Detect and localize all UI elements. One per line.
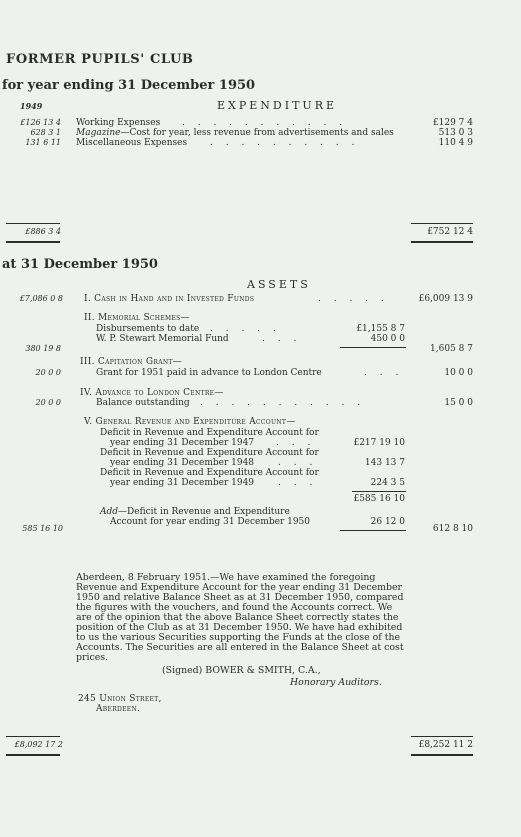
add-lead: Add [100,507,119,517]
rule [340,530,406,531]
deficit-line: Deficit in Revenue and Expenditure Account for [100,468,319,478]
double-rule [411,754,473,756]
line-amount: 143 13 7 [364,458,405,468]
certificate-line: 1950 and relative Balance Sheet as at 31 December 1950, compared [76,592,404,603]
line-amount: 224 3 5 [370,478,405,488]
rule [411,736,473,737]
prev-amount: 585 16 10 [22,524,63,533]
rule [352,491,406,492]
asset-line: Grant for 1951 paid in advance to London Centre [96,368,322,378]
current-amount: 110 4 9 [438,138,473,148]
double-rule [411,241,473,243]
deficit-line: year ending 31 December 1947 [110,438,255,448]
row-label: Miscellaneous Expenses [76,138,188,148]
expenditure-total-prev: £886 3 4 [25,227,61,236]
deficit-line: Deficit in Revenue and Expenditure Account for [100,448,319,458]
prev-amount: 20 0 0 [35,398,61,407]
leader-dots: . . . . . [318,294,389,304]
asset-amount: 1,605 8 7 [430,344,473,354]
add-line [100,507,290,517]
asset-amount: 10 0 0 [444,368,473,378]
leader-dots: . . . . . . . . . . [210,138,360,148]
double-rule [6,754,60,756]
auditor-role: Honorary Auditors. [290,677,382,688]
rule [411,223,473,224]
asset-line: Disbursements to date [96,324,200,334]
leader-dots: . . . [364,368,404,378]
asset-amount: 15 0 0 [444,398,473,408]
certificate-line: the figures with the vouchers, and found the Accounts correct. We [76,602,393,613]
certificate-line: prices. [76,652,109,663]
row-label-lead: Magazine [76,128,121,138]
certificate-line: Revenue and Expenditure Account for the year ending 31 December [76,582,403,593]
asset-label: I. Cash in Hand and in Invested Funds [84,294,255,304]
asset-amount: £6,009 13 9 [418,294,473,304]
current-amount: £129 7 4 [432,118,473,128]
leader-dots: . . . [278,478,318,488]
prev-year-label: 1949 [20,101,43,111]
address-line: Aberdeen. [96,704,141,714]
prev-amount: 628 3 1 [30,128,61,137]
add-text: —Deficit in Revenue and Expenditure [118,507,290,517]
auditors-certificate [76,573,416,663]
balance-total-current: £8,252 11 2 [418,740,473,750]
leader-dots: . . . [278,458,318,468]
line-amount: £217 19 10 [353,438,405,448]
deficit-line: Deficit in Revenue and Expenditure Account for [100,428,319,438]
assets-heading: ASSETS [247,278,311,291]
certificate-line: are of the opinion that the above Balance Sheet correctly states the [76,612,399,623]
row-label [76,128,394,138]
address-line: 245 Union Street, [78,694,162,704]
prev-amount: 20 0 0 [35,368,61,377]
asset-line: W. P. Stewart Memorial Fund [96,334,229,344]
double-rule [6,241,60,243]
asset-amount: 612 8 10 [432,524,473,534]
add-line: Account for year ending 31 December 1950 [110,517,311,527]
period-title: for year ending 31 December 1950 [2,78,256,93]
prev-amount: 131 6 11 [25,138,61,147]
deficit-line: year ending 31 December 1949 [110,478,255,488]
prev-amount: 380 19 8 [25,344,61,353]
balance-sheet-title: at 31 December 1950 [2,257,158,272]
balance-total-prev: £8,092 17 2 [14,740,63,749]
asset-heading: IV. Advance to London Centre— [80,388,224,398]
line-amount: £1,155 8 7 [356,324,405,334]
certificate-line: Accounts. The Securities are all entered in the Balance Sheet at cost [76,642,404,653]
row-label: Working Expenses [76,118,161,128]
rule [340,347,406,348]
asset-heading: III. Capitation Grant— [80,357,182,367]
expenditure-total-current: £752 12 4 [427,227,473,237]
certificate-line: Aberdeen, 8 February 1951.—We have examined the foregoing [76,572,376,583]
leader-dots: . . . [276,438,316,448]
asset-line: Balance outstanding [96,398,190,408]
subtotal-amount: £585 16 10 [353,494,405,504]
rule [6,736,60,737]
asset-heading: II. Memorial Schemes— [84,313,190,323]
leader-dots: . . . [262,334,302,344]
line-amount: 26 12 0 [370,517,405,527]
club-title: FORMER PUPILS' CLUB [6,52,194,67]
signature-line: (Signed) BOWER & SMITH, C.A., [162,665,321,676]
row-label-rest: —Cost for year, less revenue from advertisements and sales [120,128,394,138]
certificate-line: position of the Club as at 31 December 1950. We have had exhibited [76,622,403,633]
prev-amount: £126 13 4 [20,118,61,127]
prev-amount: £7,086 0 8 [19,294,63,303]
certificate-line: to us the various Securities supporting the Funds at the close of the [76,632,401,643]
leader-dots: . . . . . . . . . . . [200,398,366,408]
current-amount: 513 0 3 [438,128,473,138]
rule [6,223,60,224]
leader-dots: . . . . . . . . . . . [182,118,348,128]
expenditure-heading: EXPENDITURE [217,99,338,112]
deficit-line: year ending 31 December 1948 [110,458,255,468]
asset-heading: V. General Revenue and Expenditure Account— [84,417,296,427]
leader-dots: . . . . . [210,324,281,334]
line-amount: 450 0 0 [370,334,405,344]
